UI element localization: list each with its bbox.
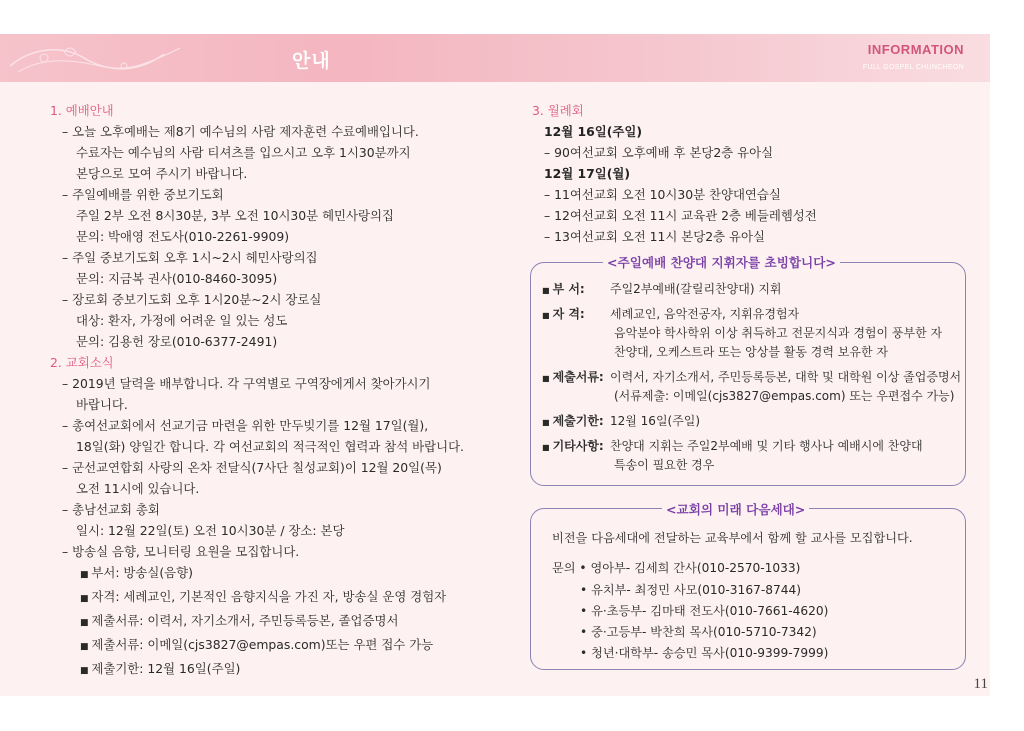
date-heading: 12월 16일(주일) — [544, 124, 643, 139]
list-item: – 방송실 음향, 모니터링 요원을 모집합니다. — [50, 541, 490, 562]
list-item: 주일 2부 오전 8시30분, 3부 오전 10시30분 헤민사랑의집 — [76, 208, 394, 223]
right-column — [532, 100, 972, 247]
contact-item: • 유·초등부- 김마태 전도사(010-7661-4620) — [580, 604, 829, 618]
page-number: 11 — [973, 676, 988, 692]
list-item: 본당으로 모여 주시기 바랍니다. — [76, 166, 248, 181]
list-item: 수료자는 예수님의 사람 티셔츠를 입으시고 오후 1시30분까지 — [76, 145, 411, 160]
list-item: 문의: 박애영 전도사(010-2261-9909) — [76, 229, 290, 244]
info-value: 특송이 필요한 경우 — [614, 458, 715, 472]
list-item: – 총여선교회에서 선교기금 마련을 위한 만두빚기를 12월 17일(월), — [50, 415, 490, 436]
list-item: ■ 제출서류: 이력서, 자기소개서, 주민등록등본, 졸업증명서 — [50, 610, 490, 634]
contact-item: • 유치부- 최정민 사모(010-3167-8744) — [580, 583, 801, 597]
list-item: – 주일예배를 위한 중보기도회 — [50, 184, 490, 205]
section-title-church-news: 2. 교회소식 — [50, 355, 114, 370]
list-item: ■ 제출서류: 이메일(cjs3827@empas.com)또는 우편 접수 가능 — [50, 634, 490, 658]
list-item: – 12여선교회 오전 11시 교육관 2층 베들레헴성전 — [532, 205, 972, 226]
list-item: – 90여선교회 오후예배 후 본당2층 유아실 — [532, 142, 972, 163]
list-item: – 11여선교회 오전 10시30분 찬양대연습실 — [532, 184, 972, 205]
list-item: – 오늘 오후예배는 제8기 예수님의 사람 제자훈련 수료예배입니다. — [50, 121, 490, 142]
contact-item: • 중·고등부- 박찬희 목사(010-5710-7342) — [580, 625, 817, 639]
list-item: 일시: 12월 22일(토) 오전 10시30분 / 장소: 본당 — [76, 523, 345, 538]
info-value: 주일2부예배(갈릴리찬양대) 지휘 — [610, 282, 782, 296]
info-row — [542, 412, 700, 432]
info-key: ■ 자 격: — [542, 305, 610, 325]
list-item: 대상: 환자, 가정에 어려운 일 있는 성도 — [76, 313, 288, 328]
list-item: – 군선교연합회 사랑의 온차 전달식(7사단 칠성교회)이 12월 20일(목) — [50, 457, 490, 478]
section-title-worship: 1. 예배안내 — [50, 103, 114, 118]
info-value: 12월 16일(주일) — [610, 414, 701, 428]
info-key: ■ 부 서: — [542, 280, 610, 300]
info-row — [542, 280, 782, 300]
info-value: 이력서, 자기소개서, 주민등록등본, 대학 및 대학원 이상 졸업증명서 — [610, 370, 962, 384]
info-row — [542, 324, 942, 343]
info-key: ■ 제출기한: — [542, 412, 610, 432]
left-column — [50, 100, 490, 682]
next-generation-title: <교회의 미래 다음세대> — [662, 499, 809, 518]
conductor-recruit-title: <주일예배 찬양대 지휘자를 초빙합니다> — [603, 252, 840, 271]
section-sublabel: FULL GOSPEL CHUNCHEON — [862, 64, 964, 71]
contact-item: • 청년·대학부- 송승민 목사(010-9399-7999) — [580, 646, 829, 660]
list-item: 문의: 김용헌 장로(010-6377-2491) — [76, 334, 278, 349]
info-key: ■ 제출서류: — [542, 368, 610, 388]
list-item: ■ 제출기한: 12월 16일(주일) — [50, 658, 490, 682]
info-row — [542, 368, 961, 388]
list-item: – 13여선교회 오전 11시 본당2층 유아실 — [532, 226, 972, 247]
section-title-monthly-meeting: 3. 월례회 — [532, 103, 584, 118]
list-item: – 장로회 중보기도회 오후 1시20분~2시 장로실 — [50, 289, 490, 310]
recruit-intro: 비전을 다음세대에 전달하는 교육부에서 함께 할 교사를 모집합니다. — [552, 531, 913, 545]
info-key: ■ 기타사항: — [542, 437, 610, 457]
info-row — [542, 456, 714, 475]
info-value: 찬양대 지휘는 주일2부예배 및 기타 행사나 예배시에 찬양대 — [610, 439, 923, 453]
list-item: – 2019년 달력을 배부합니다. 각 구역별로 구역장에게서 찾아가시기 — [50, 373, 490, 394]
info-value: (서류제출: 이메일(cjs3827@empas.com) 또는 우편접수 가능) — [614, 389, 955, 403]
list-item: – 총남선교회 총회 — [50, 499, 490, 520]
list-item: 오전 11시에 있습니다. — [76, 481, 200, 496]
info-row — [542, 305, 799, 325]
info-row — [542, 437, 923, 457]
list-item: ■ 부서: 방송실(음향) — [50, 562, 490, 586]
date-heading: 12월 17일(월) — [544, 166, 631, 181]
info-row — [542, 343, 888, 362]
list-item: 바랍니다. — [76, 397, 128, 412]
list-item: ■ 자격: 세례교인, 기본적인 음향지식을 가진 자, 방송실 운영 경험자 — [50, 586, 490, 610]
list-item: 18일(화) 양일간 합니다. 각 여선교회의 적극적인 협력과 참석 바랍니다. — [76, 439, 464, 454]
contact-item: 문의 • 영아부- 김세희 간사(010-2570-1033) — [552, 561, 801, 575]
info-value: 찬양대, 오케스트라 또는 앙상블 활동 경력 보유한 자 — [614, 345, 888, 359]
list-item: – 주일 중보기도회 오후 1시~2시 헤민사랑의집 — [50, 247, 490, 268]
floral-swirl-icon — [4, 36, 194, 80]
info-value: 세례교인, 음악전공자, 지휘유경험자 — [610, 307, 800, 321]
section-label: INFORMATION — [867, 42, 964, 57]
page-title: 안내 — [292, 50, 331, 72]
info-value: 음악분야 학사학위 이상 취득하고 전문지식과 경험이 풍부한 자 — [614, 326, 943, 340]
info-row — [542, 387, 954, 406]
list-item: 문의: 지금복 권사(010-8460-3095) — [76, 271, 278, 286]
